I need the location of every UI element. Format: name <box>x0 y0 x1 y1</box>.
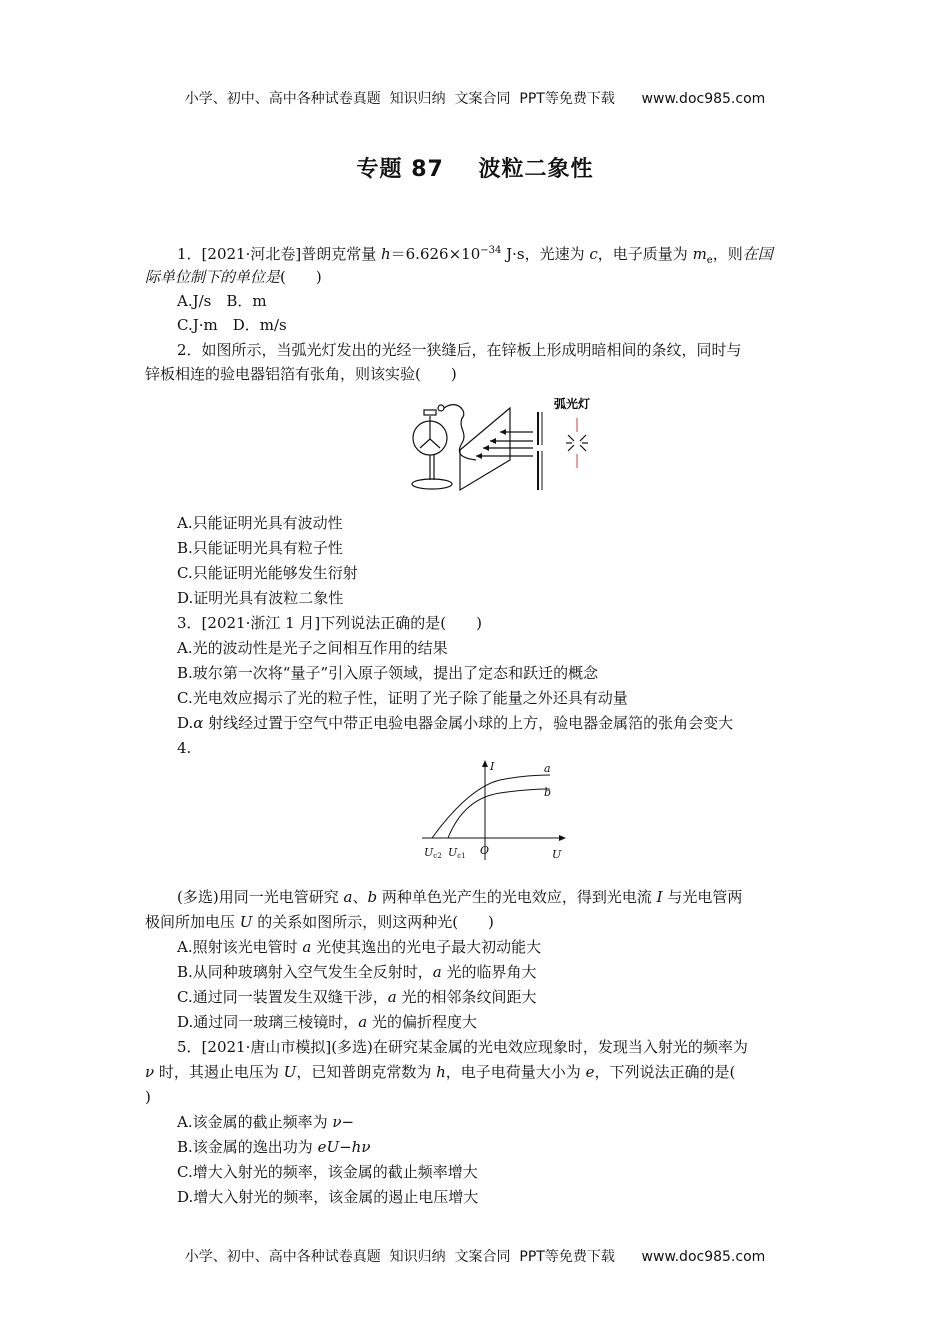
y-axis-label: I <box>490 760 495 773</box>
q5-stem-line1: 5．[2021·唐山市模拟](多选)在研究某金属的光电效应现象时，发现当入射光的频率为 <box>177 1038 748 1056</box>
arc-lamp-label: 弧光灯 <box>554 397 591 411</box>
q2-option-a: A.只能证明光具有波动性 <box>177 514 343 532</box>
curve-b-label: b <box>544 786 552 799</box>
q1-option-ab: A.J/s B．m <box>177 292 267 310</box>
q4-stem-line2: 极间所加电压 U 的关系如图所示，则这两种光( ) <box>145 913 494 931</box>
q1-stem-line1: 1．[2021·河北卷]普朗克常量 $h=6.626\times 10^{-34}$ J·s，光速为 c，电子质量为 $m_e$，则在国 <box>177 245 773 266</box>
q2-experiment-figure <box>388 388 610 500</box>
q2-stem-line1: 2．如图所示，当弧光灯发出的光经一狭缝后，在锌板上形成明暗相间的条纹，同时与 <box>177 341 742 359</box>
curve-b <box>448 789 550 838</box>
curve-a-label: a <box>544 762 551 775</box>
q4-stem-line1: (多选)用同一光电管研究 a、b 两种单色光产生的光电效应，得到光电流 I 与光电管两 <box>177 888 743 906</box>
q5-option-b: B.该金属的逸出功为 eU−hν <box>177 1138 371 1156</box>
q4-option-d: D.通过同一玻璃三棱镜时，a 光的偏折程度大 <box>177 1013 477 1031</box>
q3-option-b: B.玻尔第一次将“量子”引入原子领域，提出了定态和跃迁的概念 <box>177 664 599 682</box>
q5-stem-line2: ν 时，其遏止电压为 U，已知普朗克常数为 h，电子电荷量大小为 e，下列说法正确的是( <box>145 1063 736 1081</box>
q2-option-b: B.只能证明光具有粒子性 <box>177 539 343 557</box>
page-footer: 小学、初中、高中各种试卷真题 知识归纳 文案合同 PPT等免费下载 www.doc985.com <box>184 1249 766 1265</box>
q4-option-a: A.照射该光电管时 a 光使其逸出的光电子最大初动能大 <box>177 938 542 956</box>
q5-option-a: A.该金属的截止频率为 ν− <box>177 1113 355 1131</box>
q4-option-c: C.通过同一装置发生双缝干涉，a 光的相邻条纹间距大 <box>177 988 537 1006</box>
page-header: 小学、初中、高中各种试卷真题 知识归纳 文案合同 PPT等免费下载 www.doc985.com <box>184 91 766 107</box>
q2-option-c: C.只能证明光能够发生衍射 <box>177 564 358 582</box>
q5-option-d: D.增大入射光的频率，该金属的遏止电压增大 <box>177 1188 479 1206</box>
origin-label: O <box>480 844 490 857</box>
q5-stem-line3: ) <box>145 1088 151 1106</box>
x-axis-label: U <box>552 848 562 861</box>
q3-option-a: A.光的波动性是光子之间相互作用的结果 <box>177 639 448 657</box>
uc2-label: Uc2 <box>424 846 442 860</box>
q3-option-c: C.光电效应揭示了光的粒子性，证明了光子除了能量之外还具有动量 <box>177 689 628 707</box>
q4-iu-graph <box>420 758 570 866</box>
arc-lamp-icon <box>566 418 588 468</box>
q4-number: 4. <box>177 739 192 757</box>
q3-stem: 3．[2021·浙江 1 月]下列说法正确的是( ) <box>177 614 482 632</box>
curve-a <box>432 775 550 838</box>
uc1-label: Uc1 <box>448 846 466 860</box>
page-title: 专题 87 波粒二象性 <box>356 157 594 182</box>
q5-option-c: C.增大入射光的频率，该金属的截止频率增大 <box>177 1163 478 1181</box>
q1-option-cd: C.J·m D．m/s <box>177 316 287 334</box>
q3-option-d: D.α 射线经过置于空气中带正电验电器金属小球的上方，验电器金属箔的张角会变大 <box>177 714 734 732</box>
q4-option-b: B.从同种玻璃射入空气发生全反射时，a 光的临界角大 <box>177 963 537 981</box>
q2-option-d: D.证明光具有波粒二象性 <box>177 589 344 607</box>
q1-stem-line2: 际单位制下的单位是( ) <box>145 268 322 286</box>
q2-stem-line2: 锌板相连的验电器铝箔有张角，则该实验( ) <box>145 365 457 383</box>
